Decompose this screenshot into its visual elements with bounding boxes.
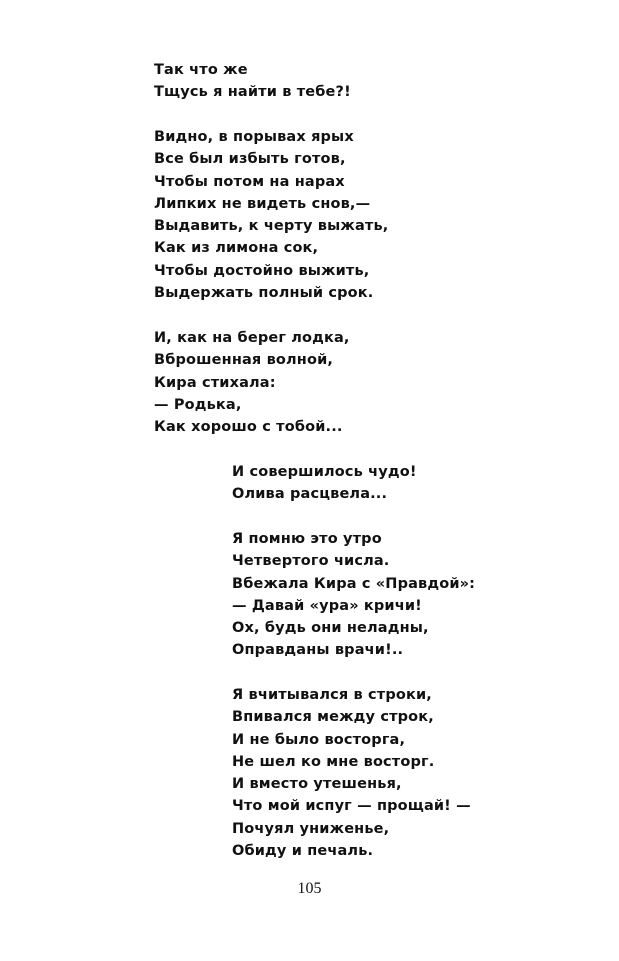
stanza-6 (232, 684, 471, 862)
stanza-2 (154, 126, 388, 304)
stanza-1 (154, 59, 351, 104)
poem-line: Четвертого числа. (232, 553, 390, 570)
poem-line: Липких не видеть снов,— (154, 195, 371, 212)
poem-line: Так что же (154, 62, 248, 78)
poem-line: Оправданы врачи!.. (232, 642, 404, 659)
poem-line: Я помню это утро (232, 531, 382, 547)
poem-line: Вбежала Кира с «Правдой»: (232, 575, 476, 592)
poem-line: Не шел ко мне восторг. (232, 753, 435, 770)
poem-line: — Родька, (154, 396, 242, 413)
poem-line: — Давай «ура» кричи! (232, 597, 422, 614)
poem-line: Все был избыть готов, (154, 151, 346, 168)
poem-line: Чтобы достойно выжить, (154, 262, 370, 279)
stanza-3 (154, 327, 350, 438)
poem-line: Выдавить, к черту выжать, (154, 218, 389, 235)
poem-line: Что мой испуг — прощай! — (232, 798, 471, 815)
page-number: 105 (297, 880, 322, 897)
poem-line: И вместо утешенья, (232, 776, 402, 793)
stanza-5 (232, 528, 475, 662)
poem-line: Как из лимона сок, (154, 240, 319, 257)
poem-line: Кира стихала: (154, 374, 276, 391)
poem-line: Выдержать полный срок. (154, 285, 374, 302)
poem-line: Тщусь я найти в тебе?! (154, 84, 351, 101)
poem-line: Я вчитывался в строки, (232, 687, 432, 703)
poem-line: Обиду и печаль. (232, 843, 374, 860)
poem-line: Чтобы потом на нарах (154, 173, 345, 190)
poem-line: И не было восторга, (232, 731, 406, 748)
poem-line: Почуял униженье, (232, 820, 390, 837)
poem-line: Как хорошо с тобой... (154, 419, 343, 436)
poem-line: Вброшенная волной, (154, 352, 334, 369)
poem-line: Впивался между строк, (232, 709, 434, 726)
poem-line: Видно, в порывах ярых (154, 129, 354, 145)
poem-line: И, как на берег лодка, (154, 330, 350, 346)
poem-line: Ох, будь они неладны, (232, 620, 429, 637)
stanza-4 (232, 461, 417, 506)
poem-line: И совершилось чудо! (232, 464, 417, 480)
poem-line: Олива расцвела... (232, 486, 388, 503)
